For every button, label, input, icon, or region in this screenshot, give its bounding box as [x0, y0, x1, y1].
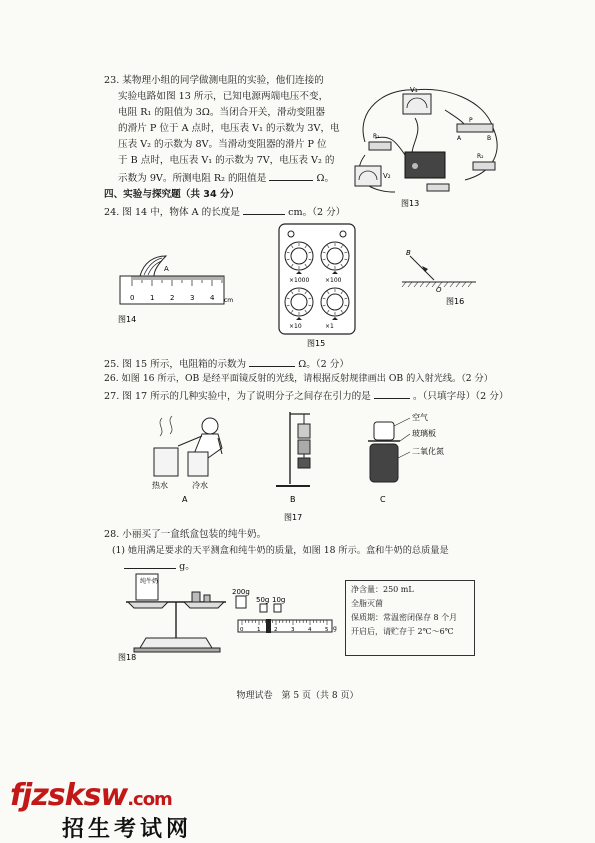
fig14-unit: cm — [224, 297, 234, 304]
fig17-hot-water: 热水 — [152, 481, 168, 490]
q27-text — [104, 388, 509, 404]
q24-prefix: 24. 图 14 中，物体 A 的长度是 — [104, 207, 240, 218]
q23-line-3: 电阻 R₁ 的阻值为 3Ω。当闭合开关，滑动变阻器 — [118, 107, 325, 118]
site-logo — [10, 778, 172, 813]
fig13-r2-label: R₂ — [477, 153, 484, 160]
q25-answer-blank[interactable] — [249, 356, 295, 367]
fig13-r1-label: R₁ — [373, 133, 380, 140]
q23-line-6: 于 B 点时，电压表 V₁ 的示数为 7V，电压表 V₂ 的 — [118, 155, 335, 166]
fig16-caption: 图16 — [446, 297, 465, 306]
fig16-b-label: B — [406, 249, 411, 257]
scale-unit: g — [333, 625, 337, 632]
ruler-label-2: 2 — [170, 294, 175, 302]
scale-label-4: 4 — [308, 627, 312, 633]
fig18-caption: 图18 — [118, 653, 137, 662]
ruler-label-0: 0 — [130, 294, 135, 302]
fig17-caption: 图17 — [284, 513, 303, 522]
q28-answer-blank[interactable] — [124, 558, 176, 569]
fig17-glass-plate: 玻璃板 — [412, 429, 436, 438]
fig16-o-label: O — [436, 286, 442, 294]
object-a — [140, 256, 166, 276]
fig13-v2-label: V₂ — [383, 172, 391, 180]
fig18-balance — [114, 572, 339, 662]
q28-unit: g。 — [179, 561, 195, 572]
q23-line-5: 压表 V₂ 的示数为 8V。当滑动变阻器的滑片 P 位 — [118, 139, 327, 150]
weight-10g: 10g — [272, 596, 286, 604]
fig17-cold-water: 冷水 — [192, 481, 208, 490]
fig17-label-c: C — [380, 495, 386, 504]
info-volume: 净含量：250 mL — [351, 585, 414, 594]
dial-multiplier-2: ×100 — [325, 277, 342, 284]
voltmeter-v1 — [403, 94, 431, 114]
q23-last-suffix: Ω。 — [316, 173, 335, 184]
power-supply — [405, 152, 445, 178]
q23-last-prefix: 示数为 9V。所测电阻 R₂ 的阻值是 — [118, 173, 267, 184]
dial-1[interactable] — [285, 242, 313, 284]
voltmeter-v2 — [355, 166, 381, 186]
fig16-mirror — [400, 242, 480, 312]
resistor-r2 — [473, 162, 495, 170]
scale-label-1: 1 — [257, 627, 261, 633]
section-4-title: 四、实验与探究题（共 34 分） — [104, 189, 240, 200]
q28-intro: 28. 小丽买了一盒纸盒包装的纯牛奶。 — [104, 529, 267, 540]
fig17-label-b: B — [290, 495, 296, 504]
ruler-label-3: 3 — [190, 294, 195, 302]
q25-prefix: 25. 图 15 所示，电阻箱的示数为 — [104, 359, 247, 370]
q23-line-2: 实验电路如图 13 所示，已知电源两端电压不变， — [118, 91, 329, 102]
fig17-a-diffusion — [152, 416, 222, 504]
q27-suffix: 。（只填字母）（2 分） — [413, 391, 509, 402]
logo-brand: fjzsksw — [10, 778, 128, 813]
fig13-caption: 图13 — [401, 199, 420, 208]
dial-multiplier-4: ×1 — [325, 323, 334, 330]
q24-suffix: cm。（2 分） — [288, 207, 346, 218]
fig13-v1-label: V₁ — [410, 86, 418, 94]
q25-suffix: Ω。（2 分） — [298, 359, 349, 370]
fig14-ruler — [114, 248, 244, 328]
q23-answer-blank[interactable] — [269, 170, 313, 181]
fig17-no2: 二氧化氮 — [412, 447, 444, 456]
q25-text — [104, 356, 349, 372]
fig17-b-lead-blocks — [276, 412, 310, 504]
scale-label-2: 2 — [274, 627, 278, 633]
rider — [266, 619, 271, 633]
scale-label-0: 0 — [240, 627, 244, 633]
site-slogan: 招生考试网 — [62, 817, 193, 842]
dial-multiplier-3: ×10 — [289, 323, 302, 330]
weight-200g: 200g — [232, 588, 250, 596]
ruler-label-4: 4 — [210, 294, 215, 302]
q24-answer-blank[interactable] — [243, 204, 285, 215]
q24-text — [104, 204, 345, 220]
q23-line-4: 的滑片 P 位于 A 点时，电压表 V₁ 的示数为 3V，电 — [118, 123, 340, 134]
resistor-r1 — [369, 142, 391, 150]
weight-50g: 50g — [256, 596, 270, 604]
q27-answer-blank[interactable] — [374, 388, 410, 399]
fig15-caption: 图15 — [307, 339, 326, 348]
switch — [427, 184, 449, 191]
logo-domain: .com — [127, 789, 172, 810]
milk-box-label-1: 纯牛奶 — [140, 578, 159, 585]
fig13-b-label: B — [487, 135, 492, 142]
info-type: 全脂灭菌 — [351, 599, 383, 608]
q27-prefix: 27. 图 17 所示的几种实验中，为了说明分子之间存在引力的是 — [104, 391, 371, 402]
fig13-p-label: P — [469, 117, 473, 124]
q26-text: 26. 如图 16 所示，OB 是经平面镜反射的光线，请根据反射规律画出 OB 的入射光线。（2 分） — [104, 373, 493, 384]
fig17-air: 空气 — [412, 413, 428, 422]
info-shelf-life: 保质期：常温密闭保存 8 个月 — [351, 613, 458, 622]
dial-multiplier-1: ×1000 — [289, 277, 310, 284]
milk-info-panel — [345, 580, 475, 656]
fig14-caption: 图14 — [118, 315, 137, 324]
page-footer: 物理试卷 第 5 页（共 8 页） — [236, 691, 359, 701]
fig17-c-gas-diffusion — [368, 412, 444, 504]
fig14-object-label: A — [164, 265, 169, 273]
weights — [232, 588, 285, 612]
fig13-a-label: A — [457, 135, 462, 142]
scale-label-5: 5 — [325, 627, 329, 633]
q23-line-7 — [118, 170, 334, 186]
fig17-label-a: A — [182, 495, 188, 504]
ruler-label-1: 1 — [150, 294, 155, 302]
scale-label-3: 3 — [291, 627, 295, 633]
info-storage: 开启后，请贮存于 2℃～6℃ — [351, 627, 454, 636]
q23-line-1: 23. 某物理小组的同学做测电阻的实验，他们连接的 — [104, 75, 324, 86]
ray-ob — [410, 256, 434, 280]
rheostat — [457, 124, 493, 132]
q28-part1: (1) 她用满足要求的天平测盒和纯牛奶的质量，如图 18 所示。盒和牛奶的总质量是 — [112, 545, 449, 556]
fig15-resistance-box — [277, 222, 357, 347]
fig13-circuit — [345, 80, 505, 208]
fig17-experiments — [148, 408, 478, 523]
